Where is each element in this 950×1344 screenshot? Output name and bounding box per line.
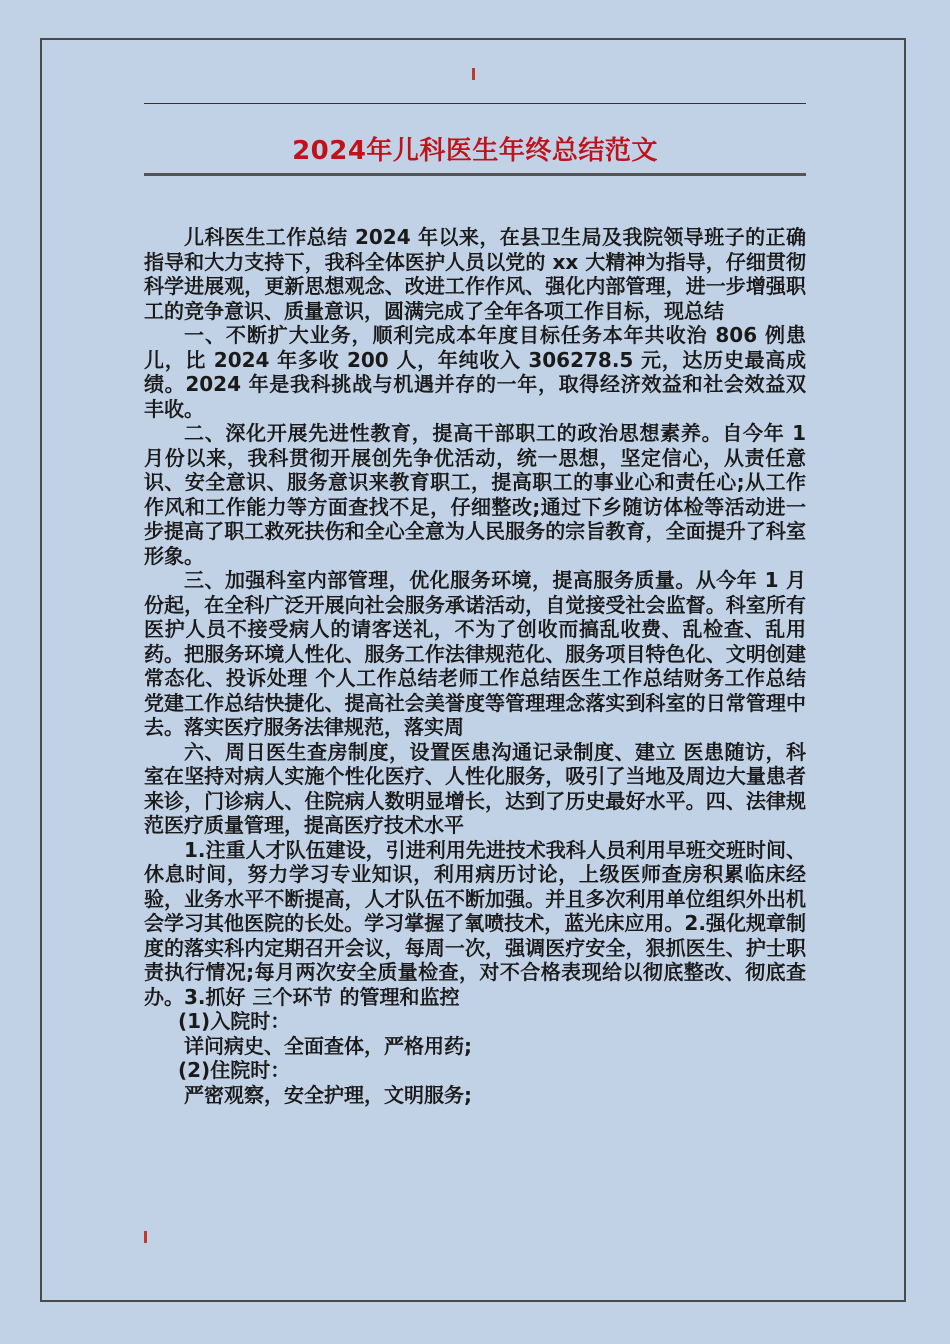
- paragraph-intro: 儿科医生工作总结 2024 年以来，在县卫生局及我院领导班子的正确指导和大力支持下，我科全体医护人员以党的 xx 大精神为指导，仔细贯彻科学进展观，更新思想观念、改进工作作风、强化内部管理，进一步增强职工的竞争意识、质量意识，圆满完成了全年各项工作目标，现总结: [144, 225, 806, 323]
- paragraph-1: 一、不断扩大业务，顺利完成本年度目标任务本年共收治 806 例患儿，比 2024 年多收 200 人，年纯收入 306278.5 元，达历史最高成绩。2024 年是我科挑战与机遇并存的一年，取得经济效益和社会效益双丰收。: [144, 323, 806, 421]
- title-rule: [144, 173, 806, 176]
- paragraph-3: 三、加强科室内部管理，优化服务环境，提高服务质量。从今年 1 月份起，在全科广泛开展向社会服务承诺活动，自觉接受社会监督。科室所有医护人员不接受病人的请客送礼，不为了创收而搞乱收费、乱检查、乱用药。把服务环境人性化、服务工作法律规范化、服务项目特色化、文明创建常态化、投诉处理 个人工作总结老师工作总结医生工作总结财务工作总结党建工作总结快捷化、提高社会美誉度等管理理念落实到科室的日常管理中去。落实医疗服务法律规范，落实周: [144, 568, 806, 739]
- header-rule: [144, 103, 806, 104]
- paragraph-measures: 1.注重人才队伍建设，引进利用先进技术我科人员利用早班交班时间、休息时间，努力学习专业知识，利用病历讨论，上级医师查房积累临床经验，业务水平不断提高，人才队伍不断加强。并且多次利用单位组织外出机会学习其他医院的长处。学习掌握了氧喷技术，蓝光床应用。2.强化规章制度的落实科内定期召开会议，每周一次，强调医疗安全，狠抓医生、护士职责执行情况;每月两次安全质量检查，对不合格表现给以彻底整改、彻底查办。3.抓好 三个环节 的管理和监控: [144, 837, 806, 1009]
- document-title: 2024年儿科医生年终总结范文: [292, 136, 658, 166]
- list-item: (2)住院时：: [178, 1058, 291, 1082]
- list-item: (1)入院时：: [178, 1009, 291, 1033]
- list-item: 严密观察，安全护理，文明服务;: [184, 1082, 472, 1107]
- list-item: 详问病史、全面查体，严格用药;: [184, 1033, 472, 1058]
- paragraph-6: 六、周日医生查房制度，设置医患沟通记录制度、建立 医患随访，科室在坚持对病人实施个性化医疗、人性化服务，吸引了当地及周边大量患者来诊，门诊病人、住院病人数明显增长，达到了历史最好水平。四、法律规范医疗质量管理，提高医疗技术水平: [144, 739, 806, 837]
- paragraph-2: 二、深化开展先进性教育，提高干部职工的政治思想素养。自今年 1 月份以来，我科贯彻开展创先争优活动，统一思想，坚定信心，从责任意识、安全意识、服务意识来教育职工，提高职工的事业心和责任心;从工作作风和工作能力等方面查找不足，仔细整改;通过下乡随访体检等活动进一步提高了职工救死扶伤和全心全意为人民服务的宗旨教育，全面提升了科室形象。: [144, 421, 806, 568]
- header-mark: [472, 68, 475, 80]
- document-body: [144, 225, 806, 1107]
- footer-mark: [144, 1231, 147, 1243]
